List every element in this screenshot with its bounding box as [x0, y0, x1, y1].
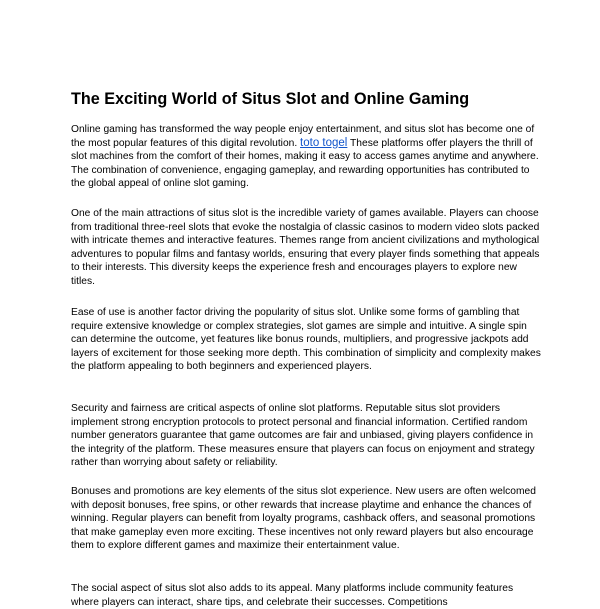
- toto-togel-link[interactable]: toto togel: [300, 136, 348, 149]
- paragraph-text: Online gaming has transformed the way people enjoy entertainment, and situs slot has become one of the most popular features of this digital revolution.: [71, 124, 535, 149]
- paragraph-intro: [71, 123, 541, 191]
- paragraph-social: The social aspect of situs slot also adds to its appeal. Many platforms include community features where players can interact, share tips, and celebrate their successes. Competitions: [71, 583, 514, 608]
- paragraph-ease-of-use: Ease of use is another factor driving the popularity of situs slot. Unlike some forms of gambling that require extensive knowledge or complex strategies, slot games are simple and intuitive. A single spin can determine the outcome, yet features like bonus rounds, multipliers, and progressive jackpots add layers of excitement for those seeking more depth. This combination of simplicity and complexity makes the platform appealing to both beginners and experienced players.: [71, 307, 541, 372]
- document-title: The Exciting World of Situs Slot and Online Gaming: [71, 90, 470, 108]
- paragraph-security: Security and fairness are critical aspects of online slot platforms. Reputable situs slot providers implement strong encryption protocols to protect personal and financial information. Certified random number generators guarantee that game outcomes are fair and unbiased, giving players confidence in the integrity of the platform. These measures ensure that players can focus on enjoyment and strategy rather than worrying about safety or reliability.: [71, 403, 535, 468]
- paragraph-bonuses: Bonuses and promotions are key elements of the situs slot experience. New users are often welcomed with deposit bonuses, free spins, or other rewards that increase playtime and enhance the chances of winning. Regular players can benefit from loyalty programs, cashback offers, and seasonal promotions that make gameplay even more exciting. These incentives not only reward players but also encourage them to explore different games and maximize their entertainment value.: [71, 486, 536, 551]
- paragraph-variety: One of the main attractions of situs slot is the incredible variety of games available. Players can choose from traditional three-reel slots that evoke the nostalgia of classic casinos to modern video slots packed with intricate themes and interactive features. Themes range from ancient civilizations and mythological adventures to popular films and fantasy worlds, ensuring that every player finds something that appeals to their interests. This diversity keeps the experience fresh and encourages players to explore new titles.: [71, 208, 540, 287]
- paragraph-text: These platforms offer players the thrill of slot machines from the comfort of their homes, making it easy to access games anytime and anywhere. The combination of convenience, engaging gameplay, and rewarding opportunities has contributed to the global appeal of online slot gaming.: [71, 137, 539, 189]
